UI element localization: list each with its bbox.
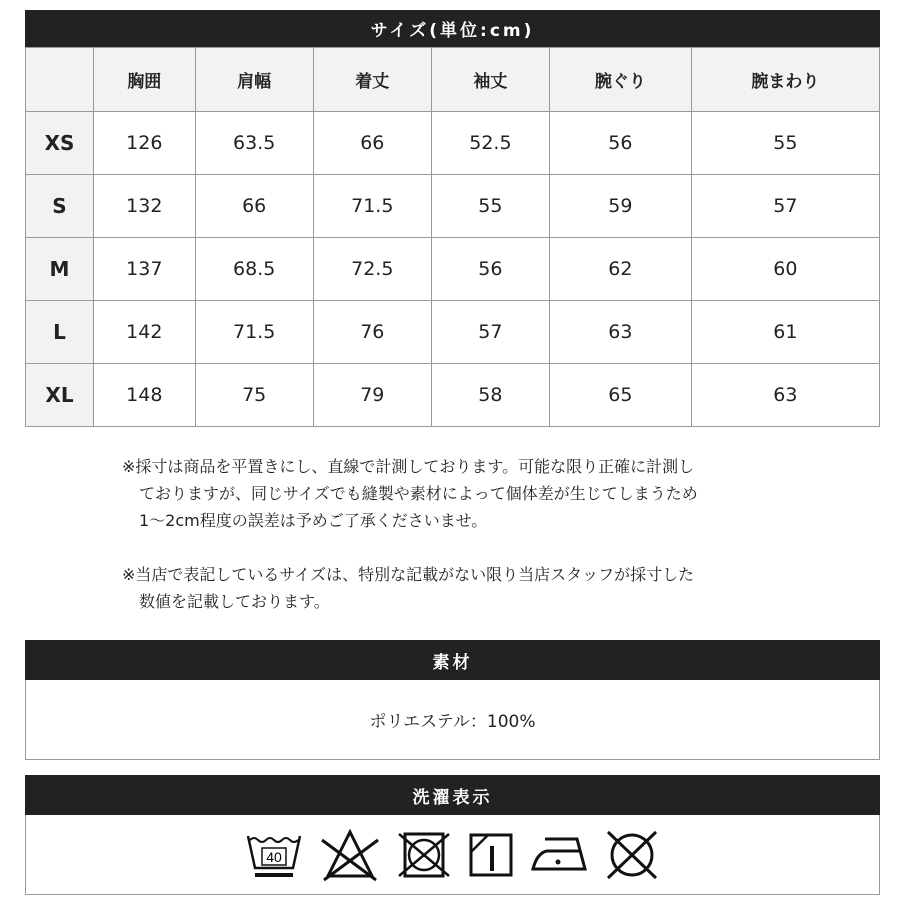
table-row [26, 301, 880, 364]
column-header: 腕ぐり [549, 48, 691, 112]
no-dry-clean-icon [604, 830, 660, 880]
size-label: M [26, 238, 94, 301]
wash-40-icon [245, 830, 303, 880]
iron-low-icon [531, 835, 587, 875]
column-header: 肩幅 [195, 48, 313, 112]
table-cell: 66 [195, 175, 313, 238]
table-cell: 137 [94, 238, 196, 301]
table-cell: 58 [431, 364, 549, 427]
table-cell: 72.5 [313, 238, 431, 301]
size-label: S [26, 175, 94, 238]
table-cell: 132 [94, 175, 196, 238]
size-label: XS [26, 112, 94, 175]
drip-dry-shade-icon [468, 832, 514, 878]
note-line: 1～2cm程度の誤差は予めご了承くださいませ。 [139, 511, 488, 530]
washing-title: 洗濯表示 [25, 775, 880, 815]
table-cell: 57 [691, 175, 879, 238]
table-cell: 62 [549, 238, 691, 301]
table-cell: 57 [431, 301, 549, 364]
note-line: 数値を記載しております。 [139, 592, 330, 611]
table-cell: 55 [691, 112, 879, 175]
table-cell: 126 [94, 112, 196, 175]
material-title: 素材 [25, 640, 880, 680]
size-table-title: サイズ(単位:cm) [25, 10, 880, 47]
no-bleach-icon [320, 828, 380, 882]
material-value: ポリエステル：100% [25, 680, 880, 760]
table-cell: 56 [549, 112, 691, 175]
table-cell: 56 [431, 238, 549, 301]
table-cell: 66 [313, 112, 431, 175]
table-cell: 61 [691, 301, 879, 364]
size-label: XL [26, 364, 94, 427]
note-line: ておりますが、同じサイズでも縫製や素材によって個体差が生じてしまうため [139, 484, 698, 503]
table-cell: 68.5 [195, 238, 313, 301]
table-row [26, 112, 880, 175]
table-row [26, 238, 880, 301]
corner-cell [26, 48, 94, 112]
column-header: 腕まわり [691, 48, 879, 112]
table-cell: 60 [691, 238, 879, 301]
table-cell: 75 [195, 364, 313, 427]
table-header-row [26, 48, 880, 112]
table-cell: 55 [431, 175, 549, 238]
measurement-note [122, 453, 698, 534]
note-line: ※当店で表記しているサイズは、特別な記載がない限り当店スタッフが採寸した [122, 565, 695, 584]
table-cell: 76 [313, 301, 431, 364]
table-cell: 148 [94, 364, 196, 427]
column-header: 胸囲 [94, 48, 196, 112]
table-cell: 63 [549, 301, 691, 364]
table-cell: 71.5 [195, 301, 313, 364]
size-table [25, 47, 880, 427]
table-cell: 71.5 [313, 175, 431, 238]
table-row [26, 175, 880, 238]
note-line: ※採寸は商品を平置きにし、直線で計測しております。可能な限り正確に計測し [122, 457, 695, 476]
column-header: 着丈 [313, 48, 431, 112]
wash-temp-label: 40 [266, 848, 282, 865]
table-cell: 79 [313, 364, 431, 427]
table-cell: 52.5 [431, 112, 549, 175]
size-label: L [26, 301, 94, 364]
washing-icons [25, 815, 880, 895]
no-tumble-dry-icon [397, 830, 451, 880]
table-row [26, 364, 880, 427]
size-note [122, 561, 694, 615]
table-cell: 59 [549, 175, 691, 238]
table-cell: 142 [94, 301, 196, 364]
table-cell: 63 [691, 364, 879, 427]
table-cell: 65 [549, 364, 691, 427]
column-header: 袖丈 [431, 48, 549, 112]
table-cell: 63.5 [195, 112, 313, 175]
